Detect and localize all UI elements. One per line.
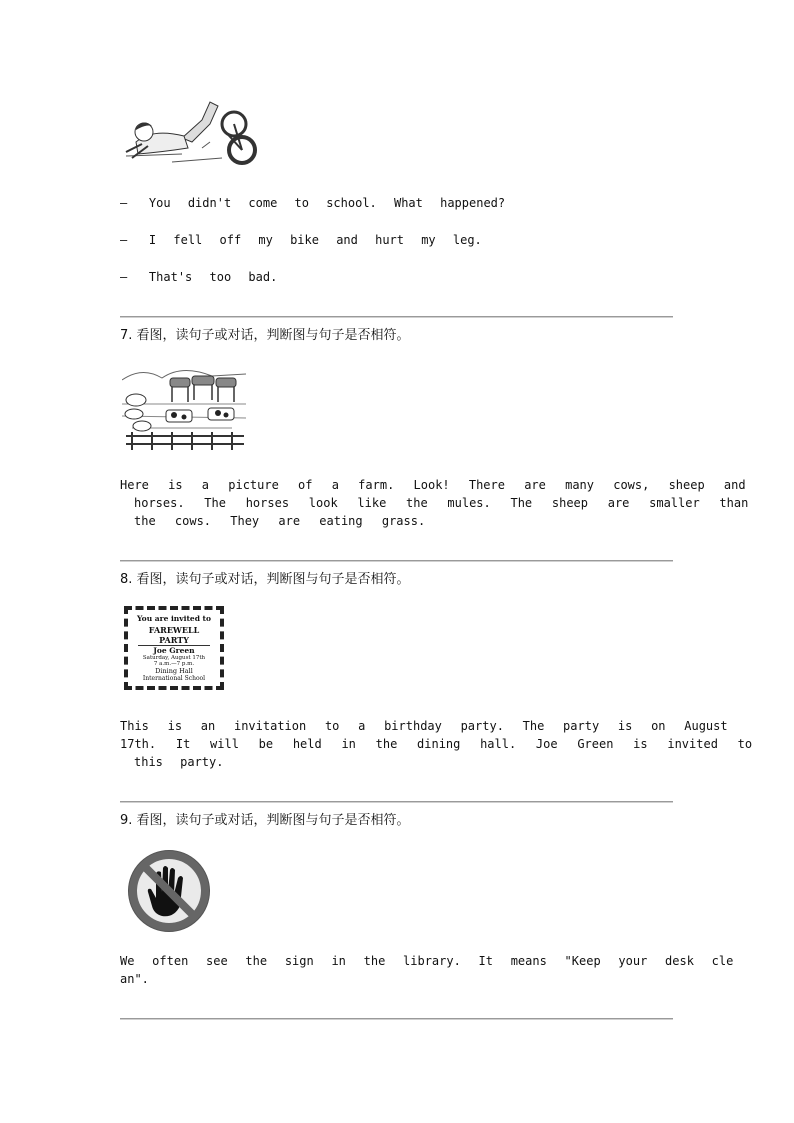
paragraph-line bbox=[120, 954, 733, 968]
card-date: Saturday, August 17th bbox=[142, 655, 206, 661]
dialogue-text: That's too bad. bbox=[148, 270, 278, 284]
paragraph-line bbox=[120, 719, 728, 733]
question-number: 9. bbox=[120, 813, 133, 828]
dialogue-dash: — bbox=[120, 196, 128, 210]
paragraph-line bbox=[120, 972, 149, 986]
question-text: 看图，读句子或对话，判断图与句子是否相符。 bbox=[136, 813, 410, 828]
paragraph-text: the cows. They are eating grass. bbox=[134, 514, 426, 528]
paragraph-line bbox=[134, 514, 425, 528]
card-title-line: PARTY bbox=[138, 635, 210, 646]
question-number: 7. bbox=[120, 328, 133, 343]
question-text: 看图，读句子或对话，判断图与句子是否相符。 bbox=[136, 572, 410, 587]
paragraph-text: We often see the sign in the library. It means "Keep your desk cle bbox=[120, 954, 734, 968]
dialogue-text: I fell off my bike and hurt my leg. bbox=[148, 233, 482, 247]
dialogue-line bbox=[120, 270, 277, 284]
question-prompt bbox=[120, 568, 410, 587]
paragraph-text: horses. The horses look like the mules. The sheep are smaller than bbox=[134, 496, 749, 510]
dialogue-dash: — bbox=[120, 270, 128, 284]
paragraph-text: an". bbox=[120, 972, 149, 986]
dialogue-text: You didn't come to school. What happened? bbox=[148, 196, 506, 210]
card-invite-text: You are invited to bbox=[136, 614, 212, 623]
no-touching-sign-icon bbox=[126, 848, 212, 934]
card-place: Dining Hall bbox=[155, 667, 193, 675]
card-place: International School bbox=[142, 675, 206, 682]
dialogue-dash: — bbox=[120, 233, 128, 247]
card-time: 7 a.m.—7 p.m. bbox=[153, 661, 195, 667]
dialogue-line bbox=[120, 196, 505, 210]
card-name: Joe Green bbox=[153, 646, 195, 655]
question-text: 看图，读句子或对话，判断图与句子是否相符。 bbox=[136, 328, 410, 343]
paragraph-text: this party. bbox=[134, 755, 224, 769]
farm-image bbox=[122, 360, 246, 452]
divider bbox=[120, 801, 673, 803]
card-title-line: FAREWELL bbox=[148, 625, 200, 635]
paragraph-line bbox=[120, 478, 746, 492]
paragraph-text: Here is a picture of a farm. Look! There are many cows, sheep and bbox=[120, 478, 746, 492]
question-prompt bbox=[120, 324, 410, 343]
boy-falling-off-bike-image bbox=[122, 98, 264, 168]
divider bbox=[120, 560, 673, 562]
divider bbox=[120, 316, 673, 318]
question-number: 8. bbox=[120, 572, 133, 587]
paragraph-text: 17th. It will be held in the dining hall. Joe Green is invited to bbox=[120, 737, 753, 751]
dialogue-line bbox=[120, 233, 482, 247]
farewell-invitation-card bbox=[124, 606, 224, 690]
paragraph-text: This is an invitation to a birthday party. The party is on August bbox=[120, 719, 728, 733]
paragraph-line bbox=[134, 496, 748, 510]
paragraph-line bbox=[120, 737, 752, 751]
question-prompt bbox=[120, 809, 410, 828]
paragraph-line bbox=[134, 755, 223, 769]
divider bbox=[120, 1018, 673, 1020]
